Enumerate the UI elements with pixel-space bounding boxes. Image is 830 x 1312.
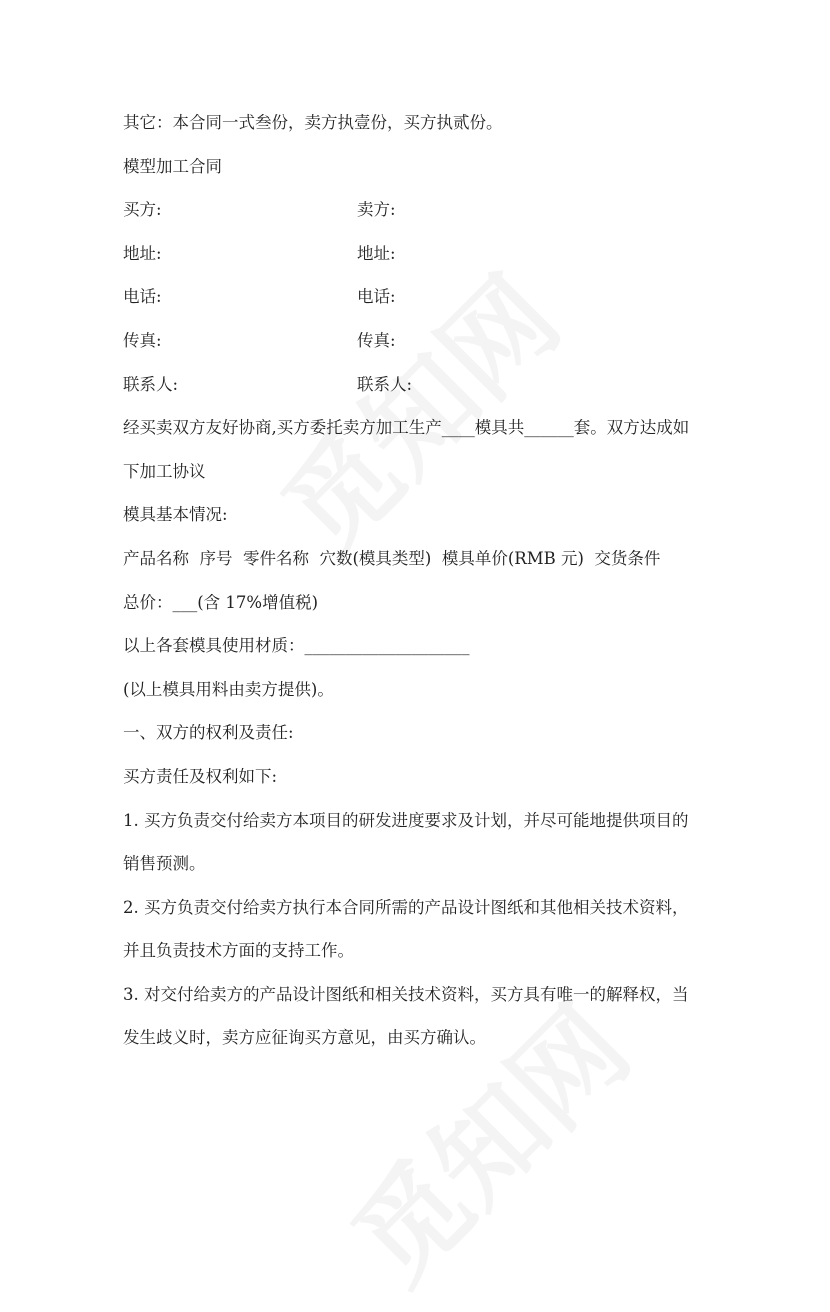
buyer-name-label: 买方: [123, 200, 162, 220]
clause-line: 2. 买方负责交付给卖方执行本合同所需的产品设计图纸和其他相关技术资料， [123, 897, 689, 917]
section-heading: 一、双方的权利及责任: [123, 723, 294, 743]
agreement-paragraph-line: 下加工协议 [123, 461, 206, 481]
seller-contact-label: 联系人: [357, 374, 413, 394]
party-row-name [123, 195, 723, 239]
clause-line: 发生歧义时，卖方应征询买方意见，由买方确认。 [123, 1028, 486, 1048]
seller-name-label: 卖方: [357, 200, 396, 220]
buyer-contact-label: 联系人: [123, 374, 179, 394]
clause-line: 3. 对交付给卖方的产品设计图纸和相关技术资料，买方具有唯一的解释权，当 [123, 984, 689, 1004]
party-row-fax [123, 326, 723, 370]
clause-line: 1. 买方负责交付给卖方本项目的研发进度要求及计划，并尽可能地提供项目的 [123, 810, 689, 830]
agreement-paragraph-line: 经买卖双方友好协商,买方委托卖方加工生产____模具共______套。双方达成如 [123, 418, 690, 438]
total-price-line: 总价：___(含 17%增值税) [123, 592, 319, 612]
party-row-contact [123, 370, 723, 414]
party-row-address [123, 239, 723, 283]
buyer-phone-label: 电话: [123, 287, 162, 307]
intro-line: 其它：本合同一式叁份，卖方执壹份，买方执贰份。 [123, 113, 503, 132]
seller-fax-label: 传真: [357, 330, 396, 350]
document-title: 模型加工合同 [123, 156, 222, 176]
material-line: 以上各套模具使用材质：____________________ [123, 636, 470, 656]
seller-address-label: 地址: [357, 243, 396, 263]
material-note: (以上模具用料由卖方提供)。 [123, 679, 334, 699]
clause-line: 销售预测。 [123, 854, 206, 874]
document-body [123, 108, 723, 1067]
mold-info-heading: 模具基本情况: [123, 505, 228, 525]
clause-line: 并且负责技术方面的支持工作。 [123, 941, 354, 961]
party-row-phone [123, 282, 723, 326]
buyer-fax-label: 传真: [123, 330, 162, 350]
buyer-duties-heading: 买方责任及权利如下: [123, 766, 278, 786]
mold-table-header: 产品名称 序号 零件名称 穴数(模具类型) 模具单价(RMB 元) 交货条件 [123, 548, 661, 568]
buyer-address-label: 地址: [123, 243, 162, 263]
seller-phone-label: 电话: [357, 287, 396, 307]
